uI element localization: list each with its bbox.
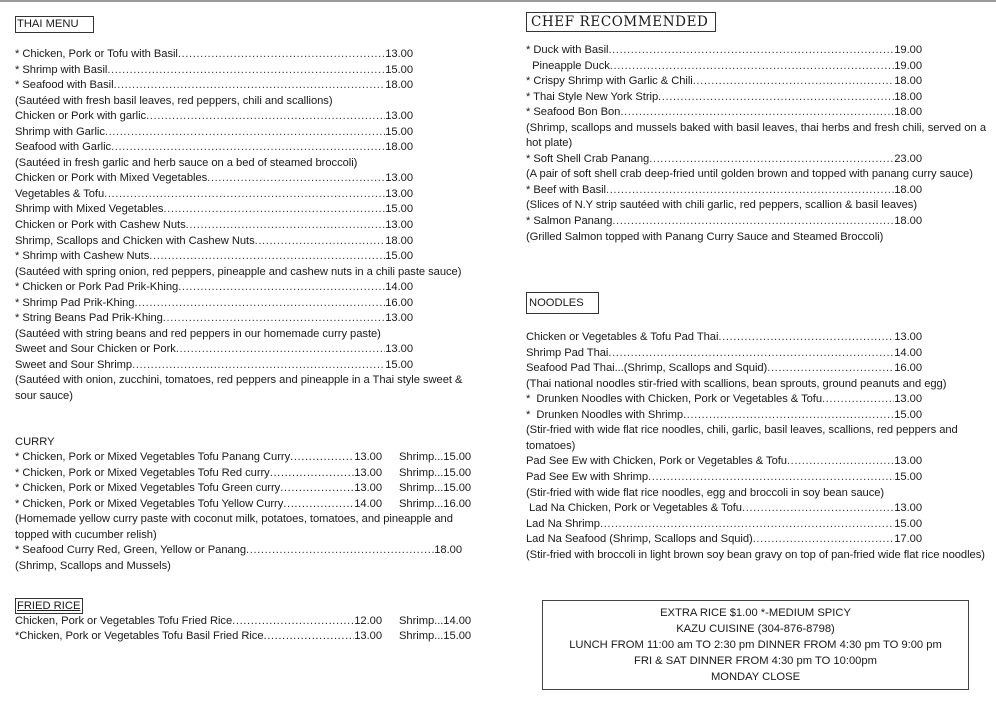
item-price: 13.00 [354, 630, 382, 643]
dot-leader [149, 249, 385, 265]
menu-item [526, 105, 922, 121]
item-name: Chicken or Pork with garlic [15, 110, 147, 123]
item-name: * String Beans Pad Prik-Khing [15, 312, 163, 325]
dot-leader [787, 454, 894, 470]
dot-leader [283, 497, 354, 513]
dot-leader [104, 187, 385, 203]
menu-item [15, 629, 475, 645]
item-name: Lad Na Seafood (Shrimp, Scallops and Squid) [526, 533, 753, 546]
item-price: 13.00 [385, 312, 413, 325]
item-name: Lad Na Shrimp [526, 517, 600, 530]
item-name: Pineapple Duck [526, 59, 610, 72]
item-price: 13.00 [894, 502, 922, 515]
item-description: (Thai national noodles stir-fried with scallions, bean sprouts, ground peanuts and egg) [526, 377, 947, 390]
item-description: (Grilled Salmon topped with Panang Curry Sauce and Steamed Broccoli) [526, 230, 884, 243]
info-line-restaurant-phone: KAZU CUISINE (304-876-8798) [676, 623, 835, 635]
item-price: 15.00 [894, 408, 922, 421]
dot-leader [107, 63, 385, 79]
item-name: Seafood Pad Thai...(Shrimp, Scallops and Squid) [526, 362, 768, 375]
menu-item [15, 358, 413, 374]
menu-item [15, 47, 413, 63]
curry-list [15, 450, 475, 574]
menu-item [15, 202, 413, 218]
item-price: 18.00 [385, 234, 413, 247]
item-name: * Shrimp Pad Prik-Khing [15, 296, 135, 309]
item-name: * Salmon Panang [526, 215, 613, 228]
item-name: Chicken or Vegetables & Tofu Pad Thai [526, 331, 719, 344]
info-line-hours: LUNCH FROM 11:00 am TO 2:30 pm DINNER FROM 4:30 pm TO 9:00 pm [569, 639, 942, 651]
item-name: Sweet and Sour Chicken or Pork [15, 343, 176, 356]
left-column [15, 0, 495, 645]
menu-item [526, 214, 922, 230]
item-name: * Drunken Noodles with Chicken, Pork or Vegetables & Tofu [526, 393, 823, 406]
dot-leader [718, 330, 894, 346]
item-price: 13.00 [894, 393, 922, 406]
dot-leader [683, 408, 894, 424]
item-price: 19.00 [894, 44, 922, 56]
item-price: 13.00 [354, 482, 382, 495]
item-price: 18.00 [894, 90, 922, 103]
item-name: Vegetables & Tofu [15, 187, 105, 200]
item-price: 15.00 [385, 125, 413, 138]
menu-item [15, 497, 475, 513]
item-price: 15.00 [385, 203, 413, 216]
dot-leader [146, 109, 385, 125]
menu-item [526, 346, 922, 362]
dot-leader [264, 629, 355, 645]
shrimp-price: Shrimp...15.00 [399, 482, 472, 495]
item-price: 14.00 [385, 281, 413, 294]
item-name: Lad Na Chicken, Pork or Vegetables & Tofu [526, 502, 742, 515]
menu-item [15, 234, 413, 250]
dot-leader [178, 47, 385, 63]
item-price: 18.00 [385, 141, 413, 154]
item-name: * Beef with Basil [526, 183, 606, 196]
item-description: (Slices of N.Y strip sautéed with chili garlic, red peppers, scallion & basil leaves) [526, 199, 918, 212]
menu-item [15, 481, 475, 497]
menu-item [526, 392, 922, 408]
item-description: (Homemade yellow curry paste with coconut milk, potatoes, tomatoes, and pineapple and topped with cucumber relish) [15, 513, 453, 541]
dot-leader [186, 218, 386, 234]
menu-item [526, 408, 922, 424]
dot-leader [649, 152, 894, 168]
shrimp-price: Shrimp...15.00 [399, 451, 472, 464]
dot-leader [207, 171, 385, 187]
info-line-weekend-hours: FRI & SAT DINNER FROM 4:30 pm TO 10:00pm [634, 655, 877, 667]
dot-leader [658, 90, 894, 106]
menu-item [526, 517, 922, 533]
menu-item [15, 280, 413, 296]
item-price: 16.00 [894, 362, 922, 375]
item-price: 15.00 [385, 358, 413, 371]
dot-leader [610, 59, 894, 75]
item-name: Sweet and Sour Shrimp [15, 358, 133, 371]
dot-leader [134, 296, 385, 312]
menu-item [15, 342, 413, 358]
item-description: (Sautéed with spring onion, red peppers, pineapple and cashew nuts in a chili paste sauce) [15, 265, 462, 278]
menu-item [15, 125, 413, 141]
item-price: 15.00 [894, 517, 922, 530]
item-price: 13.00 [894, 331, 922, 344]
item-name: Seafood with Garlic [15, 141, 112, 154]
dot-leader [753, 532, 895, 548]
item-price: 15.00 [385, 250, 413, 263]
item-description: (Sautéed in fresh garlic and herb sauce on a bed of steamed broccoli) [15, 156, 358, 169]
item-name: Shrimp Pad Thai [526, 346, 609, 359]
item-price: 13.00 [385, 343, 413, 356]
item-description: (Shrimp, scallops and mussels baked with basil leaves, thai herbs and fresh chili, served on a hot plate) [526, 121, 986, 150]
dot-leader [255, 234, 386, 250]
shrimp-price: Shrimp...14.00 [399, 614, 472, 627]
noodles-list [526, 330, 985, 563]
menu-item [526, 74, 922, 90]
item-price: 15.00 [385, 63, 413, 76]
item-price: 18.00 [894, 106, 922, 119]
item-name: * Shrimp with Cashew Nuts [15, 250, 150, 263]
item-description: (Sautéed with string beans and red peppers in our homemade curry paste) [15, 327, 381, 340]
menu-item [526, 501, 922, 517]
dot-leader [114, 78, 386, 94]
item-price: 13.00 [385, 48, 413, 60]
info-box [542, 600, 969, 690]
fried-rice-heading: FRIED RICE [15, 598, 83, 614]
item-description: (Shrimp, Scallops and Mussels) [15, 559, 171, 572]
dot-leader [612, 214, 894, 230]
menu-item [15, 543, 462, 559]
item-price: 14.00 [354, 497, 382, 510]
item-name: Chicken or Pork with Cashew Nuts [15, 219, 186, 232]
menu-item [15, 296, 413, 312]
menu-item [15, 249, 413, 265]
item-price: 15.00 [894, 471, 922, 484]
menu-item [526, 330, 922, 346]
menu-item [15, 109, 413, 125]
menu-item [15, 140, 413, 156]
item-price: 18.00 [894, 215, 922, 228]
item-price: 18.00 [894, 183, 922, 196]
dot-leader [280, 481, 354, 497]
item-description: (Sautéed with fresh basil leaves, red peppers, chili and scallions) [15, 94, 333, 107]
item-name: Shrimp with Mixed Vegetables [15, 203, 164, 216]
thai-menu-heading: THAI MENU [15, 16, 94, 33]
menu-item [15, 614, 475, 630]
dot-leader [163, 202, 385, 218]
item-price: 13.00 [385, 187, 413, 200]
dot-leader [600, 517, 894, 533]
item-name: * Chicken, Pork or Tofu with Basil [15, 48, 178, 60]
item-name: Shrimp, Scallops and Chicken with Cashew Nuts [15, 234, 255, 247]
item-price: 19.00 [894, 59, 922, 72]
item-price: 18.00 [434, 544, 462, 557]
item-price: 14.00 [894, 346, 922, 359]
dot-leader [742, 501, 894, 517]
shrimp-price: Shrimp...15.00 [399, 466, 472, 479]
item-name: * Duck with Basil [526, 44, 609, 56]
dot-leader [608, 346, 894, 362]
item-price: 17.00 [894, 533, 922, 546]
item-price: 18.00 [894, 75, 922, 88]
menu-item [15, 218, 413, 234]
dot-leader [648, 470, 894, 486]
fried-rice-list [15, 614, 475, 645]
dot-leader [178, 280, 385, 296]
chef-recommended-list [526, 43, 986, 245]
dot-leader [132, 358, 385, 374]
item-price: 13.00 [354, 451, 382, 464]
item-name: * Chicken, Pork or Mixed Vegetables Tofu Panang Curry [15, 451, 291, 464]
menu-item [15, 78, 413, 94]
item-name: Shrimp with Garlic [15, 125, 105, 138]
item-name: * Seafood Curry Red, Green, Yellow or Panang [15, 544, 247, 557]
menu-item [526, 183, 922, 199]
item-description: (Stir-fried with broccoli in light brown soy bean gravy on top of pan-fried wide flat rice noodles) [526, 548, 985, 561]
dot-leader [606, 183, 894, 199]
item-name: * Chicken or Pork Pad Prik-Khing [15, 281, 179, 294]
dot-leader [176, 342, 385, 358]
menu-item [15, 187, 413, 203]
item-description: (Stir-fried with wide flat rice noodles, egg and broccoli in soy bean sauce) [526, 486, 885, 499]
menu-item [15, 63, 413, 79]
item-price: 13.00 [894, 455, 922, 468]
menu-item [526, 152, 922, 168]
dot-leader [693, 74, 895, 90]
item-name: * Chicken, Pork or Mixed Vegetables Tofu Green curry [15, 482, 281, 495]
menu-item [526, 361, 922, 377]
item-price: 13.00 [385, 172, 413, 185]
dot-leader [270, 466, 355, 482]
right-column [526, 0, 991, 563]
menu-item [526, 90, 922, 106]
item-name: * Seafood with Basil [15, 79, 114, 92]
shrimp-price: Shrimp...15.00 [399, 630, 472, 643]
item-name: * Seafood Bon Bon [526, 106, 621, 119]
item-name: Chicken, Pork or Vegetables Tofu Fried Rice [15, 614, 233, 627]
item-name: * Soft Shell Crab Panang [526, 152, 650, 165]
menu-item [526, 532, 922, 548]
item-name: * Drunken Noodles with Shrimp [526, 408, 684, 421]
dot-leader [290, 450, 354, 466]
item-description: (Stir-fried with wide flat rice noodles, chili, garlic, basil leaves, scallions, red peppers and tomatoes) [526, 424, 958, 452]
item-name: *Chicken, Pork or Vegetables Tofu Basil Fried Rice [15, 630, 264, 643]
item-name: Chicken or Pork with Mixed Vegetables [15, 172, 208, 185]
item-price: 13.00 [385, 110, 413, 123]
item-price: 13.00 [354, 466, 382, 479]
dot-leader [105, 125, 385, 141]
dot-leader [163, 311, 385, 327]
item-name: * Chicken, Pork or Mixed Vegetables Tofu Yellow Curry [15, 497, 284, 510]
item-name: * Crispy Shrimp with Garlic & Chili [526, 75, 693, 88]
item-price: 13.00 [385, 219, 413, 232]
info-line-closed-day: MONDAY CLOSE [710, 671, 801, 683]
item-price: 23.00 [894, 152, 922, 165]
info-line-extra-rice: EXTRA RICE $1.00 *-MEDIUM SPICY [660, 607, 851, 619]
menu-item [15, 171, 413, 187]
chef-recommended-heading: CHEF RECOMMENDED [526, 12, 716, 32]
item-description: (A pair of soft shell crab deep-fried until golden brown and topped with panang curry sauce) [526, 168, 973, 181]
item-price: 16.00 [385, 296, 413, 309]
dot-leader [111, 140, 385, 156]
menu-item [526, 454, 922, 470]
dot-leader [246, 543, 434, 559]
menu-item [15, 466, 475, 482]
dot-leader [232, 614, 354, 630]
item-price: 12.00 [354, 614, 382, 627]
item-name: * Chicken, Pork or Mixed Vegetables Tofu Red curry [15, 466, 270, 479]
menu-item [15, 450, 475, 466]
menu-item [526, 43, 922, 59]
menu-item [15, 311, 413, 327]
item-name: * Shrimp with Basil [15, 63, 108, 76]
menu-item [526, 470, 922, 486]
item-description: (Sautéed with onion, zucchini, tomatoes, red peppers and pineapple in a Thai style sweet & sour sauce) [15, 374, 463, 403]
noodles-heading: NOODLES [526, 292, 599, 314]
dot-leader [822, 392, 894, 408]
item-name: Pad See Ew with Shrimp [526, 471, 649, 484]
dot-leader [767, 361, 894, 377]
item-name: * Thai Style New York Strip [526, 90, 659, 103]
dot-leader [620, 105, 894, 121]
item-name: Pad See Ew with Chicken, Pork or Vegetables & Tofu [526, 455, 787, 468]
dot-leader [608, 43, 894, 59]
shrimp-price: Shrimp...16.00 [399, 497, 472, 510]
item-price: 18.00 [385, 79, 413, 92]
menu-item [526, 59, 922, 75]
curry-heading: CURRY [15, 435, 55, 448]
thai-menu-list [15, 47, 463, 405]
